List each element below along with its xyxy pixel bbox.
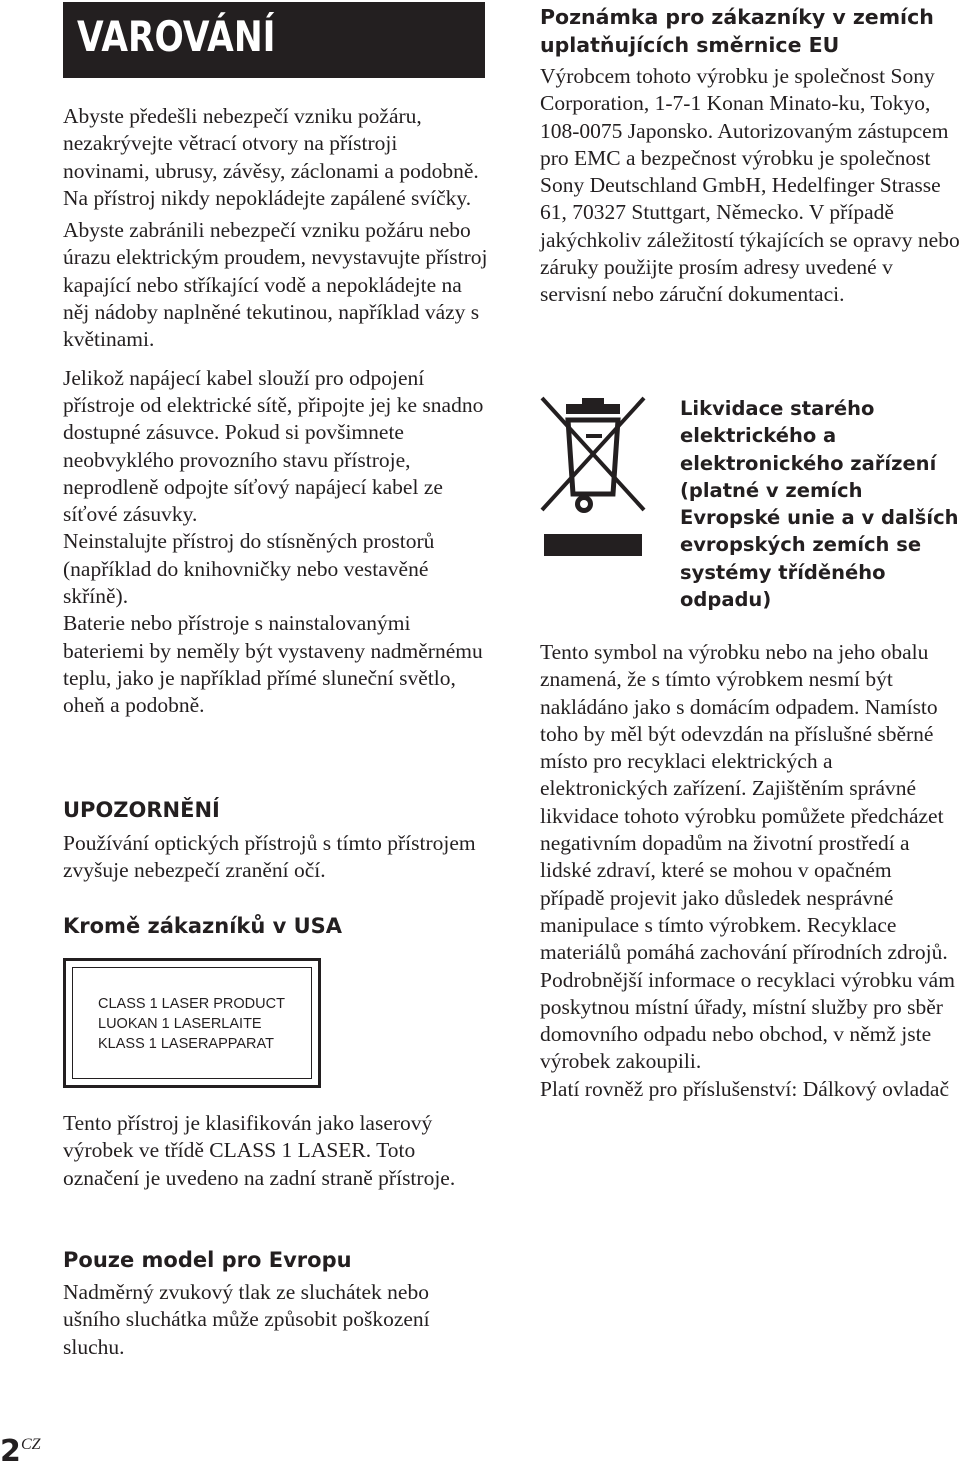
warning-paragraph-fire: Abyste předešli nebezpečí vzniku požáru, nezakrývejte větrací otvory na přístroji novinami, ubrusy, závěsy, záclonami a podobně. Na přístroj nikdy nepokládejte zapálené svíčky. xyxy=(63,104,479,210)
europe-heading: Pouze model pro Evropu xyxy=(63,1248,352,1272)
weee-text: Tento symbol na výrobku nebo na jeho obalu znamená, že s tímto výrobkem nesmí být nakládáno jako s domácím odpadem. Namísto toho by měl být odevzdán na příslušné sběrné místo pro recyklaci elektrických a elektronických zařízení. Zajištěním správné likvidace tohoto výrobku pomůžete předcházet negativním dopadům na životní prostředí a lidské zdraví, které se mohou v opačném případě projevit jako důsledek nesprávné manipulace s tímto výrobkem. Recyklace materiálů pomáhá zachování přírodních zdrojů. Podrobnější informace o recyklaci výrobku vám poskytnou místní úřady, místní služby pro sběr domovního odpadu nebo obchod, v němž jste výrobek zakoupili. xyxy=(540,640,955,1074)
laser-label-line: KLASS 1 LASERAPPARAT xyxy=(98,1036,274,1052)
laser-class-text: Tento přístroj je klasifikován jako laserový výrobek ve třídě CLASS 1 LASER. Toto označení je uvedeno na zadní straně přístroje. xyxy=(63,1111,456,1190)
right-column-body xyxy=(540,639,960,1103)
eu-text: Výrobcem tohoto výrobku je společnost Sony Corporation, 1-7-1 Konan Minato-ku, Tokyo, 108-0075 Japonsko. Autorizovaným zástupcem pro EMC a bezpečnost výrobku je společnost Sony Deutschland GmbH, Hedelfinger Strasse 61, 70327 Stuttgart, Německo. V případě jakýchkoliv záležitostí týkajících se opravy nebo záruky použijte prosím adresy uvedené v servisní nebo záruční dokumentaci. xyxy=(540,64,960,307)
warning-paragraph-installation: Neinstalujte přístroj do stísněných prostorů (například do knihovničky nebo vestavěné skříně). xyxy=(63,529,435,609)
caution-text: Používání optických přístrojů s tímto přístrojem zvyšuje nebezpečí zranění očí. xyxy=(63,831,476,883)
caution-heading: UPOZORNĚNÍ xyxy=(63,798,220,822)
page-language-code: CZ xyxy=(21,1436,41,1453)
warning-paragraph-batteries: Baterie nebo přístroje s nainstalovanými bateriemi by neměly být vystaveny nadměrnému teplu, jako je například přímé sluneční světlo, oheň a podobně. xyxy=(63,611,483,718)
laser-label-text xyxy=(98,994,285,1054)
europe-text: Nadměrný zvukový tlak ze sluchátek nebo ušního sluchátka může způsobit poškození sluchu. xyxy=(63,1280,430,1359)
warning-title: VAROVÁNÍ xyxy=(77,12,276,61)
laser-label-line: LUOKAN 1 LASERLAITE xyxy=(98,1016,262,1032)
left-column-body xyxy=(63,103,488,720)
usa-heading: Kromě zákazníků v USA xyxy=(63,914,343,938)
warning-paragraph-cable: Jelikož napájecí kabel slouží pro odpojení přístroje od elektrické sítě, připojte jej ke snadno dostupné zásuvce. Pokud si povšimnete neobvyklého provozního stavu přístroje, neprodleně odpojte síťový napájecí kabel ze síťové zásuvky. xyxy=(63,365,484,527)
weee-heading: Likvidace starého elektrického a elektronického zařízení (platné v zemích Evropské unie a v dalších evropských zemích se systémy tříděného odpadu) xyxy=(680,397,959,612)
crossed-out-wheelie-bin-icon xyxy=(538,392,648,569)
accessory-text: Platí rovněž pro příslušenství: Dálkový ovladač xyxy=(540,1076,950,1101)
warning-paragraph-water: Abyste zabránili nebezpečí vzniku požáru nebo úrazu elektrickým proudem, nevystavujte přístroj kapající nebo stříkající vodě a nepokládejte na něj nádoby naplněné tekutinou, například vázy s květinami. xyxy=(63,218,488,352)
eu-heading: Poznámka pro zákazníky v zemích uplatňujících směrnice EU xyxy=(540,5,934,57)
laser-label-line: CLASS 1 LASER PRODUCT xyxy=(98,996,285,1012)
page-number: 2 xyxy=(0,1434,21,1469)
warning-title-bar xyxy=(63,2,485,78)
